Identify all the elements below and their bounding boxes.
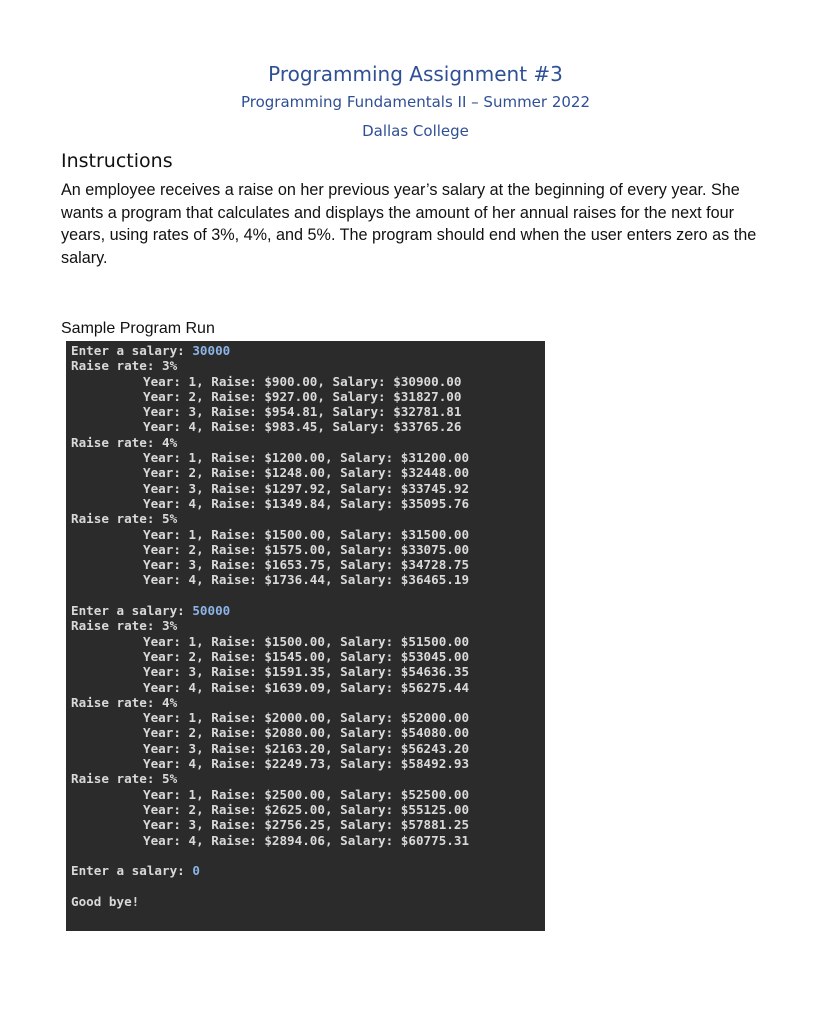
console-prompt: Enter a salary: — [71, 343, 193, 358]
console-blank-line — [71, 848, 545, 863]
document-title: Programming Assignment #3 — [268, 62, 563, 86]
console-raise-rate-line — [71, 771, 545, 786]
console-year-line — [71, 756, 545, 771]
console-salary-prompt-line — [71, 603, 545, 618]
instructions-heading: Instructions — [61, 150, 173, 172]
console-input-value: 30000 — [192, 343, 231, 358]
console-year-line — [71, 649, 545, 664]
console-goodbye-line — [71, 894, 545, 909]
year-raise-salary-text: Year: 1, Raise: $900.00, Salary: $30900.00 — [143, 373, 462, 389]
console-year-line — [71, 374, 545, 389]
goodbye-message: Good bye! — [71, 893, 140, 909]
console-year-line — [71, 557, 545, 572]
console-year-line — [71, 741, 545, 756]
console-year-line — [71, 527, 545, 542]
document-subtitle: Programming Fundamentals II – Summer 2022 — [240, 93, 591, 111]
console-year-line — [71, 419, 545, 434]
sample-run-console — [66, 341, 545, 931]
raise-rate-label: Raise rate: 4% — [71, 694, 178, 710]
year-raise-salary-text: Year: 2, Raise: $1575.00, Salary: $33075.00 — [143, 541, 470, 557]
year-raise-salary-text: Year: 4, Raise: $1639.09, Salary: $56275.44 — [143, 679, 470, 695]
console-year-line — [71, 450, 545, 465]
console-raise-rate-line — [71, 695, 545, 710]
year-raise-salary-text: Year: 1, Raise: $1200.00, Salary: $31200.00 — [143, 450, 470, 466]
year-raise-salary-text: Year: 1, Raise: $2000.00, Salary: $52000.00 — [143, 710, 470, 726]
console-prompt: Enter a salary: — [71, 603, 193, 619]
console-raise-rate-line — [71, 511, 545, 526]
year-raise-salary-text: Year: 2, Raise: $1545.00, Salary: $53045.00 — [143, 648, 470, 664]
console-year-line — [71, 465, 545, 480]
raise-rate-label: Raise rate: 5% — [71, 771, 178, 787]
year-raise-salary-text: Year: 3, Raise: $1591.35, Salary: $54636.35 — [143, 664, 470, 680]
console-raise-rate-line — [71, 618, 545, 633]
year-raise-salary-text: Year: 1, Raise: $2500.00, Salary: $52500.00 — [143, 786, 470, 802]
console-year-line — [71, 572, 545, 587]
year-raise-salary-text: Year: 1, Raise: $1500.00, Salary: $31500.00 — [143, 526, 470, 542]
console-salary-prompt-line — [71, 343, 545, 358]
year-raise-salary-text: Year: 4, Raise: $2894.06, Salary: $60775.31 — [143, 832, 470, 848]
console-year-line — [71, 634, 545, 649]
raise-rate-label: Raise rate: 5% — [71, 511, 178, 527]
year-raise-salary-text: Year: 3, Raise: $2163.20, Salary: $56243.20 — [143, 740, 470, 756]
year-raise-salary-text: Year: 2, Raise: $927.00, Salary: $31827.00 — [143, 388, 462, 404]
console-input-value: 50000 — [192, 603, 231, 619]
console-year-line — [71, 817, 545, 832]
console-year-line — [71, 404, 545, 419]
console-year-line — [71, 787, 545, 802]
organization-name: Dallas College — [362, 122, 469, 140]
console-year-line — [71, 725, 545, 740]
raise-rate-label: Raise rate: 3% — [71, 358, 178, 374]
year-raise-salary-text: Year: 2, Raise: $2625.00, Salary: $55125.00 — [143, 801, 470, 817]
sample-run-label: Sample Program Run — [61, 320, 215, 337]
year-raise-salary-text: Year: 4, Raise: $2249.73, Salary: $58492.93 — [143, 756, 470, 772]
year-raise-salary-text: Year: 2, Raise: $1248.00, Salary: $32448.00 — [143, 465, 470, 481]
year-raise-salary-text: Year: 1, Raise: $1500.00, Salary: $51500.00 — [143, 633, 470, 649]
console-year-line — [71, 389, 545, 404]
year-raise-salary-text: Year: 3, Raise: $2756.25, Salary: $57881.25 — [143, 817, 470, 833]
year-raise-salary-text: Year: 4, Raise: $983.45, Salary: $33765.26 — [143, 419, 462, 435]
console-year-line — [71, 802, 545, 817]
console-year-line — [71, 680, 545, 695]
console-prompt: Enter a salary: — [71, 863, 193, 879]
console-input-value: 0 — [192, 863, 200, 879]
year-raise-salary-text: Year: 4, Raise: $1349.84, Salary: $35095.76 — [143, 495, 470, 511]
console-year-line — [71, 542, 545, 557]
console-year-line — [71, 496, 545, 511]
console-raise-rate-line — [71, 358, 545, 373]
console-final-prompt-line — [71, 863, 545, 878]
instructions-body: An employee receives a raise on her previous year’s salary at the beginning of every year. She wants a program that calculates and displays the amount of her annual raises for the next four years, using rates of 3%, 4%, and 5%. The program should end when the user enters zero as the salary. — [61, 181, 757, 267]
console-blank-line — [71, 878, 545, 893]
console-year-line — [71, 710, 545, 725]
year-raise-salary-text: Year: 2, Raise: $2080.00, Salary: $54080.00 — [143, 725, 470, 741]
raise-rate-label: Raise rate: 3% — [71, 618, 178, 634]
year-raise-salary-text: Year: 3, Raise: $1653.75, Salary: $34728.75 — [143, 557, 470, 573]
console-year-line — [71, 833, 545, 848]
raise-rate-label: Raise rate: 4% — [71, 434, 178, 450]
console-year-line — [71, 481, 545, 496]
console-blank-line — [71, 588, 545, 603]
console-raise-rate-line — [71, 435, 545, 450]
year-raise-salary-text: Year: 3, Raise: $954.81, Salary: $32781.81 — [143, 404, 462, 420]
console-year-line — [71, 664, 545, 679]
year-raise-salary-text: Year: 3, Raise: $1297.92, Salary: $33745.92 — [143, 480, 470, 496]
year-raise-salary-text: Year: 4, Raise: $1736.44, Salary: $36465.19 — [143, 572, 470, 588]
